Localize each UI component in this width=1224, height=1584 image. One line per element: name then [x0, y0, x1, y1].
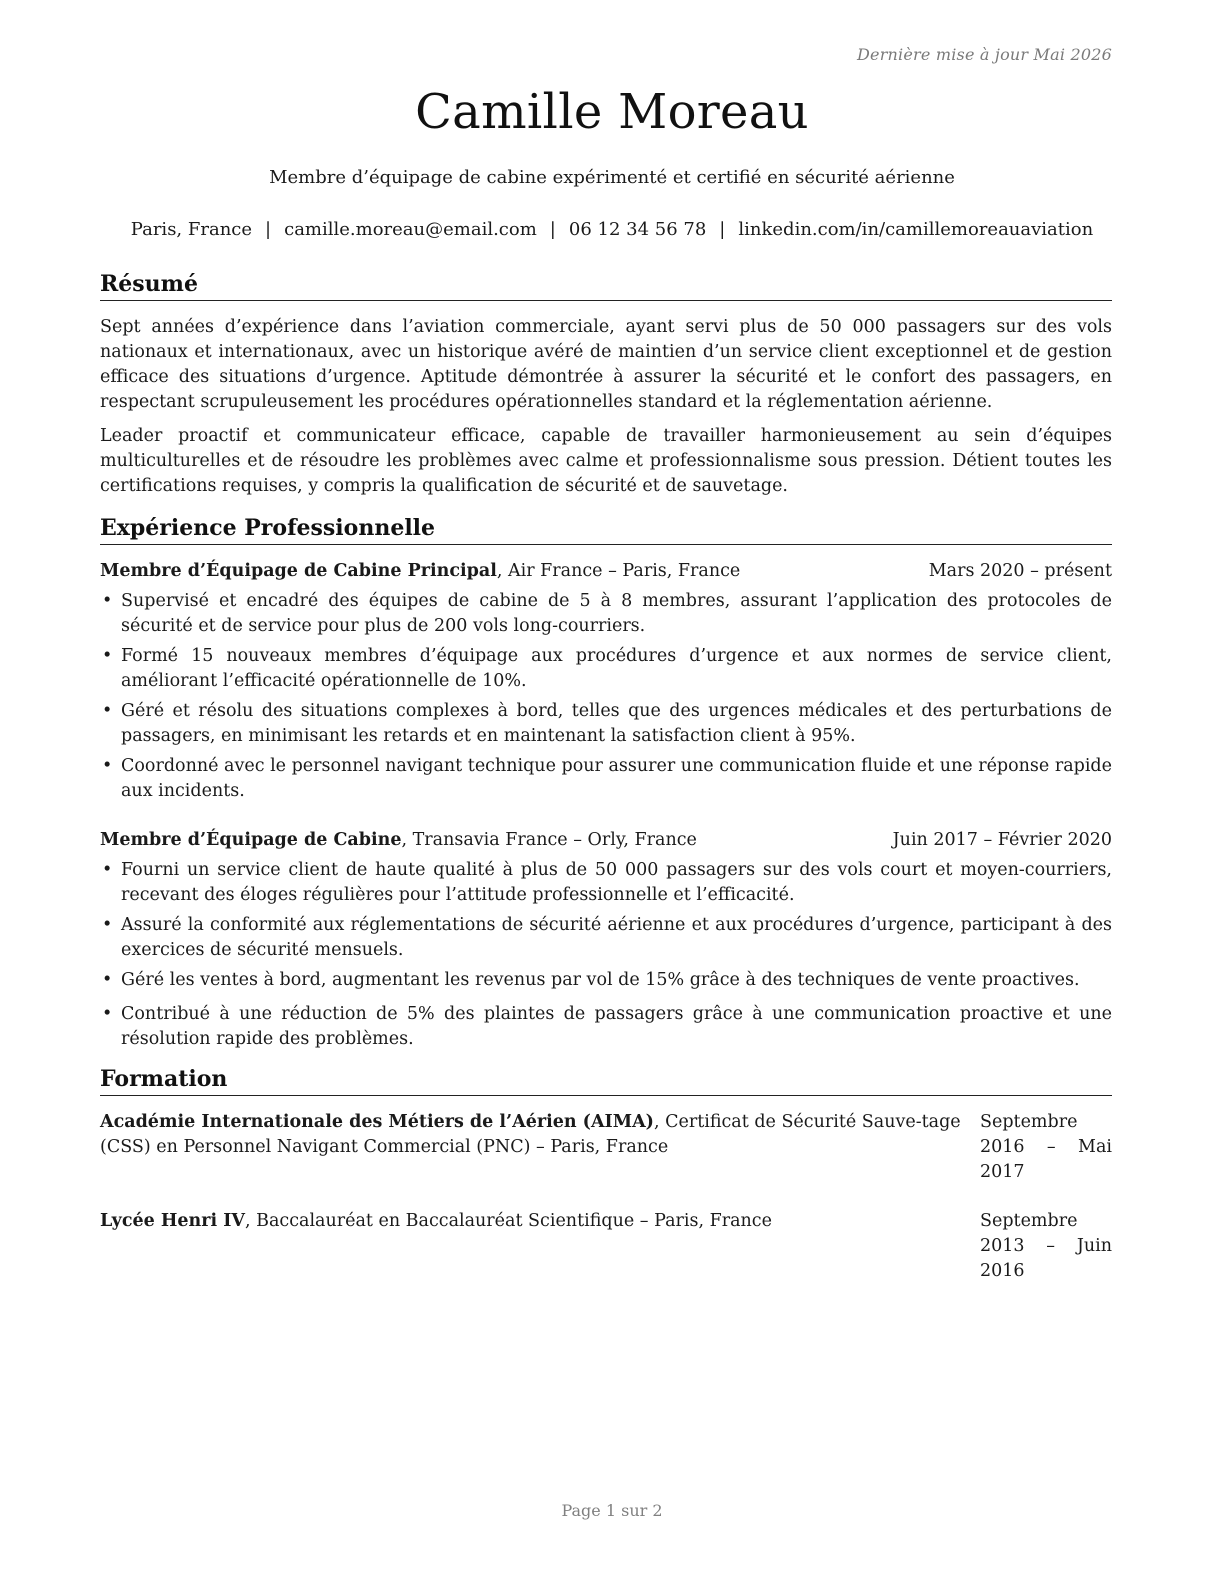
job-header	[100, 559, 1112, 584]
bullet-icon: •	[102, 646, 113, 666]
candidate-tagline: Membre d’équipage de cabine expérimenté et certifié en sécurité aérienne	[269, 167, 955, 188]
bullet-icon: •	[102, 915, 113, 935]
job-title-line	[100, 559, 740, 584]
bullet-icon: •	[102, 701, 113, 721]
section-title-experience: Expérience Professionnelle	[100, 515, 1112, 545]
contact-phone[interactable]: 06 12 34 56 78	[568, 219, 707, 240]
education-description	[100, 1110, 980, 1185]
education-dates: Septembre 2013 – Juin 2016	[980, 1211, 1112, 1281]
bullet-icon: •	[102, 756, 113, 776]
bullet-icon: •	[102, 591, 113, 611]
candidate-name: Camille Moreau	[415, 84, 809, 140]
education-description	[100, 1209, 980, 1284]
education-school: Lycée Henri IV	[100, 1211, 245, 1231]
job-entry	[100, 559, 1112, 804]
bullet-icon: •	[102, 970, 113, 990]
list-item: • Assuré la conformité aux réglementations de sécurité aérienne et aux procédures d’urgence, participant à des exercices de sécurité mensuels.	[102, 915, 1112, 960]
list-item: • Géré et résolu des situations complexes à bord, telles que des urgences médicales et des perturbations de passagers, en minimisant les retards et en maintenant la satisfaction client à 95%.	[102, 701, 1112, 746]
contact-separator: |	[719, 219, 726, 240]
education-detail: , Certificat de Sécurité Sauve-tage (CSS) en Personnel Navigant Commercial (PNC) – Paris, France	[100, 1112, 961, 1157]
list-item: • Fourni un service client de haute qualité à plus de 50 000 passagers sur des vols court et moyen-courriers, recevant des éloges régulières pour l’attitude professionnelle et l’efficacité.	[102, 860, 1112, 905]
job-company: , Transavia France – Orly, France	[401, 830, 697, 850]
contact-linkedin[interactable]: linkedin.com/in/camillemoreauaviation	[738, 219, 1094, 240]
job-header	[100, 828, 1112, 853]
job-entry	[100, 828, 1112, 1052]
summary-section	[100, 271, 1112, 499]
education-dates: Septembre 2016 – Mai 2017	[980, 1112, 1112, 1182]
contact-email[interactable]: camille.moreau@email.com	[284, 219, 537, 240]
job-bullets	[100, 858, 1112, 1052]
education-section	[100, 1066, 1112, 1284]
education-detail: , Baccalauréat en Baccalauréat Scientifique – Paris, France	[244, 1211, 772, 1231]
bullet-icon: •	[102, 860, 113, 880]
contact-line	[0, 219, 1224, 240]
education-entry	[100, 1110, 1112, 1185]
list-item: • Supervisé et encadré des équipes de cabine de 5 à 8 membres, assurant l’application des protocoles de sécurité et de service pour plus de 200 vols long-courriers.	[102, 591, 1112, 636]
summary-paragraph: Sept années d’expérience dans l’aviation commerciale, ayant servi plus de 50 000 passagers sur des vols nationaux et internationaux, avec un historique avéré de maintien d’un service client exceptionnel et de gestion efficace des situations d’urgence. Aptitude démontrée à assurer la sécurité et le confort des passagers, en respectant scrupuleusement les procédures opérationnelles standard et la réglementation aérienne.	[100, 317, 1112, 412]
education-entry	[100, 1209, 1112, 1284]
list-item: • Géré les ventes à bord, augmentant les revenus par vol de 15% grâce à des techniques de vente proactives.	[100, 968, 1112, 993]
education-school: Académie Internationale des Métiers de l’Aérien (AIMA)	[100, 1112, 654, 1132]
contact-separator: |	[549, 219, 556, 240]
job-title-line	[100, 828, 697, 853]
list-item: • Contribué à une réduction de 5% des plaintes de passagers grâce à une communication proactive et une résolution rapide des problèmes.	[102, 1004, 1112, 1049]
list-item: • Coordonné avec le personnel navigant technique pour assurer une communication fluide et une réponse rapide aux incidents.	[102, 756, 1112, 801]
list-item: • Formé 15 nouveaux membres d’équipage aux procédures d’urgence et aux normes de service client, améliorant l’efficacité opérationnelle de 10%.	[102, 646, 1112, 691]
contact-location: Paris, France	[130, 219, 253, 240]
experience-section	[100, 515, 1112, 1052]
bullet-icon: •	[102, 1004, 113, 1024]
page-number: Page 1 sur 2	[561, 1501, 663, 1520]
summary-paragraph: Leader proactif et communicateur efficace, capable de travailler harmonieusement au sein d’équipes multiculturelles et de résoudre les problèmes avec calme et professionnalisme sous pression. Détient toutes les certifications requises, y compris la qualification de sécurité et de sauvetage.	[100, 426, 1112, 496]
job-bullets	[100, 589, 1112, 804]
job-role: Membre d’Équipage de Cabine Principal	[100, 561, 497, 581]
job-role: Membre d’Équipage de Cabine	[100, 830, 402, 850]
contact-separator: |	[265, 219, 272, 240]
job-dates: Juin 2017 – Février 2020	[892, 830, 1112, 850]
section-title-summary: Résumé	[100, 271, 1112, 301]
job-company: , Air France – Paris, France	[496, 561, 741, 581]
section-title-education: Formation	[100, 1066, 1112, 1096]
last-updated-date: Dernière mise à jour Mai 2026	[857, 45, 1112, 64]
job-dates: Mars 2020 – présent	[928, 561, 1112, 581]
